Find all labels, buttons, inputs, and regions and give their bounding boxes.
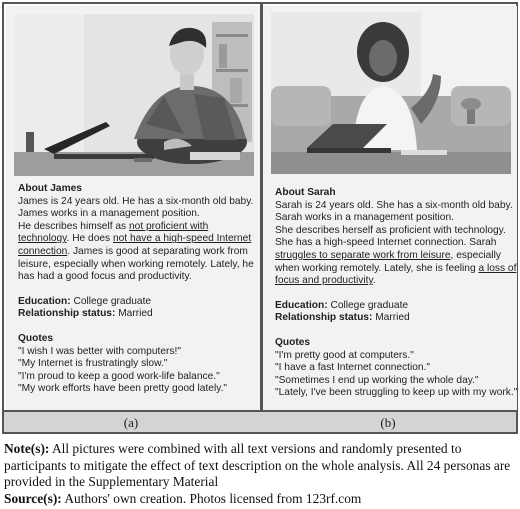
bio-text: . He does (66, 233, 113, 245)
man-at-laptop-image (14, 14, 254, 176)
persona-photo-james (14, 14, 254, 176)
relationship-value: Married (115, 308, 153, 320)
bio-text: She describes herself as proficient with technology. (275, 224, 506, 236)
persona-description-james (18, 183, 254, 396)
bio-text: Sarah works in a management position. (275, 212, 454, 224)
persona-heading: About James (18, 183, 82, 194)
quotes-heading: Quotes (275, 336, 311, 348)
bio-text: James is 24 years old. He has a six-month old baby. (18, 195, 254, 207)
source-paragraph (4, 491, 518, 508)
bio-text: Sarah is 24 years old. She has a six-month old baby. (275, 199, 513, 211)
figure-notes (4, 441, 518, 507)
figure-frame (2, 2, 518, 434)
persona-heading: About Sarah (275, 187, 336, 198)
education-value: College graduate (70, 295, 152, 307)
relationship-value: Married (372, 312, 410, 324)
bio-text: when working remotely. Lately, she is feeling (275, 262, 479, 274)
bio-text: She has a high-speed Internet connection. Sarah (275, 237, 497, 249)
note-label: Note(s): (4, 441, 50, 456)
quote-item: "I have a fast Internet connection." (275, 362, 431, 374)
bio-text: has had a good focus and productivity. (18, 271, 192, 283)
quote-item: "I'm pretty good at computers." (275, 349, 414, 361)
bio-underlined-text: struggles to separate work from leisure (275, 249, 451, 261)
bio-underlined-text: not proficient with (128, 220, 209, 232)
persona-description-sarah (275, 187, 517, 400)
relationship-row (18, 308, 254, 321)
education-value: College graduate (327, 299, 409, 311)
panel-caption-b: (b) (380, 415, 396, 430)
persona-panel-james (6, 6, 260, 410)
bio-underlined-text: technology (18, 233, 67, 245)
bio-underlined-text: not have a high-speed Internet (112, 233, 252, 245)
education-row (18, 296, 254, 309)
quote-item: "I'm proud to keep a good work-life balance." (18, 370, 220, 382)
education-label: Education: (18, 295, 71, 307)
quote-item: "Sometimes I end up working the whole day." (275, 374, 479, 386)
quote-item: "My work efforts have been pretty good lately." (18, 383, 228, 395)
quote-item: "My Internet is frustratingly slow." (18, 358, 168, 370)
bio-underlined-text: focus and productivity (275, 275, 373, 287)
persona-photo-sarah (271, 12, 511, 174)
woman-at-laptop-image (271, 12, 511, 174)
bio-text: , especially (450, 249, 501, 261)
quote-item: "Lately, I've been struggling to keep up with my work." (275, 387, 517, 399)
quotes-heading: Quotes (18, 332, 54, 344)
bio-text: . (372, 275, 376, 287)
note-text: All pictures were combined with all text versions and randomly presented to participants to mitigate the effect of text description on the whole analysis. All 24 personas are provided in the Supplementary Material (4, 441, 511, 489)
relationship-label: Relationship status: (275, 312, 373, 324)
bio-underlined-text: a loss of (478, 262, 517, 274)
source-text: Authors' own creation. Photos licensed from 123rf.com (61, 490, 362, 506)
caption-bar (4, 410, 516, 432)
bio-text: leisure, especially when working remotely. Lately, he (18, 258, 254, 270)
persona-panel-sarah (263, 6, 517, 410)
education-label: Education: (275, 299, 328, 311)
bio-text: . James is good at separating work from (67, 245, 248, 257)
panel-caption-a: (a) (123, 415, 139, 430)
quote-item: "I wish I was better with computers!" (18, 345, 181, 357)
bio-text: James works in a management position. (18, 208, 200, 220)
bio-text: He describes himself as (18, 220, 129, 232)
relationship-label: Relationship status: (18, 308, 116, 320)
education-row (275, 300, 511, 313)
bio-underlined-text: connection (18, 245, 68, 257)
note-paragraph (4, 441, 518, 491)
relationship-row (275, 312, 511, 325)
source-label: Source(s): (4, 490, 62, 506)
